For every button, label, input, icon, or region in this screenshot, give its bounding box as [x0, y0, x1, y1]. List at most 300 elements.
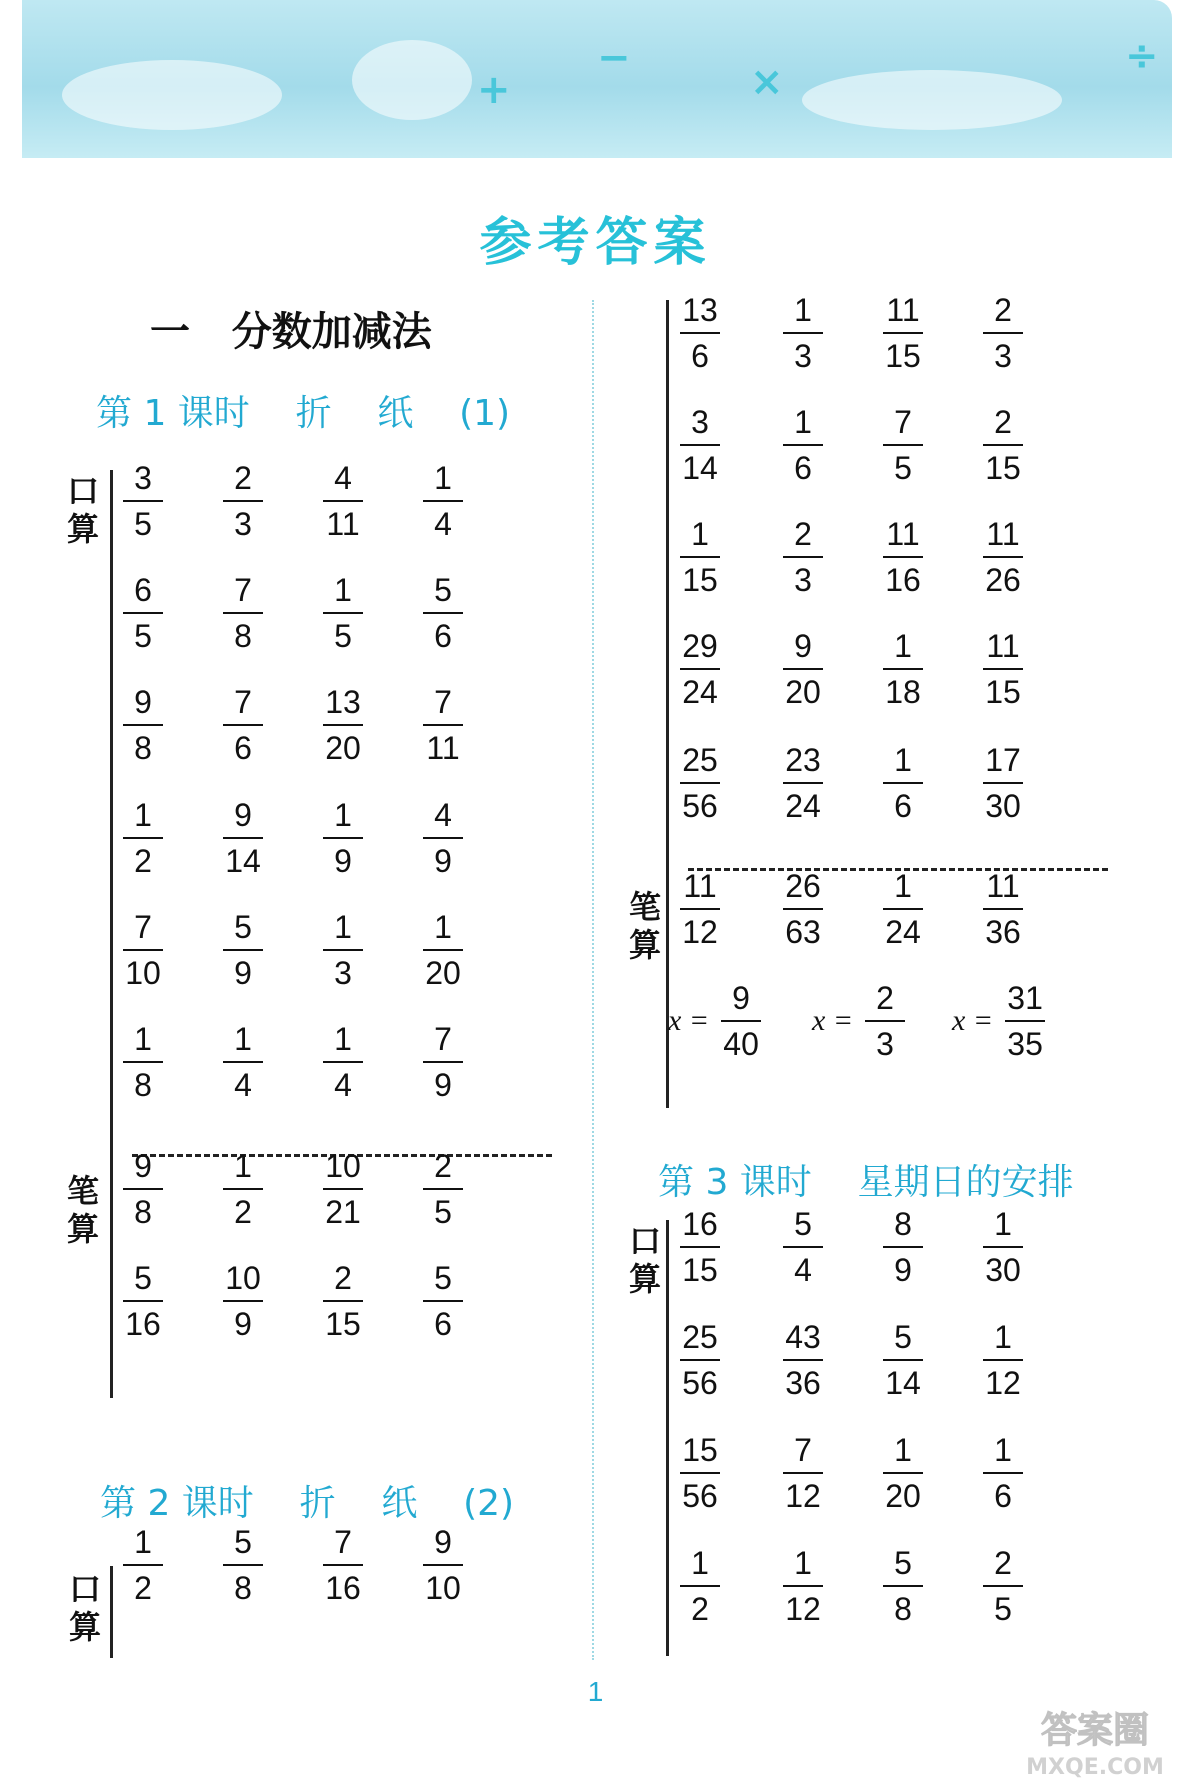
- fraction-answer: [975, 514, 1031, 600]
- denominator: 15: [325, 1306, 361, 1342]
- fraction-bar: [680, 1472, 720, 1474]
- numerator: 4: [334, 460, 352, 496]
- fraction-bar: [721, 1020, 761, 1022]
- oral-label: 口算: [628, 1222, 661, 1298]
- fraction-bar: [223, 612, 263, 614]
- denominator: 3: [334, 955, 352, 991]
- fraction-answer: [115, 570, 171, 656]
- fraction-bar: [783, 444, 823, 446]
- denominator: 16: [125, 1306, 161, 1342]
- fraction-bar: [883, 1246, 923, 1248]
- oral-label: 口算: [68, 1570, 101, 1646]
- fraction-answer: [997, 978, 1053, 1064]
- fraction-answer: [672, 866, 728, 952]
- numerator: 23: [785, 742, 821, 778]
- numerator: 7: [334, 1524, 352, 1560]
- fraction-answer: [875, 740, 931, 826]
- numerator: 1: [334, 909, 352, 945]
- numerator: 10: [325, 1148, 361, 1184]
- numerator: 1: [894, 868, 912, 904]
- numerator: 1: [994, 1432, 1012, 1468]
- fraction-bar: [323, 1188, 363, 1190]
- denominator: 11: [426, 730, 460, 766]
- fraction-bar: [883, 444, 923, 446]
- numerator: 11: [886, 292, 920, 328]
- fraction-answer: [775, 1543, 831, 1629]
- denominator: 3: [794, 562, 812, 598]
- fraction-answer: [775, 1430, 831, 1516]
- numerator: 3: [134, 460, 152, 496]
- fraction-bar: [680, 908, 720, 910]
- page-number: 1: [587, 1676, 604, 1707]
- denominator: 5: [994, 1591, 1012, 1627]
- denominator: 9: [434, 843, 452, 879]
- denominator: 14: [885, 1365, 921, 1401]
- denominator: 8: [894, 1591, 912, 1627]
- fraction-bar: [223, 837, 263, 839]
- denominator: 24: [785, 788, 821, 824]
- numerator: 1: [334, 797, 352, 833]
- fraction-answer: [315, 1522, 371, 1608]
- numerator: 2: [794, 516, 812, 552]
- denominator: 3: [234, 506, 252, 542]
- numerator: 1: [434, 909, 452, 945]
- numerator: 2: [994, 404, 1012, 440]
- fraction-answer: [975, 626, 1031, 712]
- fraction-bar: [783, 556, 823, 558]
- fraction-bar: [983, 1359, 1023, 1361]
- denominator: 10: [125, 955, 161, 991]
- denominator: 21: [325, 1194, 361, 1230]
- fraction-bar: [323, 500, 363, 502]
- numerator: 7: [794, 1432, 812, 1468]
- numerator: 7: [434, 1021, 452, 1057]
- fraction-answer: [875, 1543, 931, 1629]
- numerator: 7: [234, 572, 252, 608]
- fraction-answer: [415, 570, 471, 656]
- numerator: 11: [986, 516, 1020, 552]
- denominator: 8: [134, 1067, 152, 1103]
- fraction-bar: [680, 1246, 720, 1248]
- denominator: 8: [134, 1194, 152, 1230]
- fraction-bar: [983, 908, 1023, 910]
- denominator: 10: [425, 1570, 461, 1606]
- numerator: 11: [986, 868, 1020, 904]
- numerator: 9: [234, 797, 252, 833]
- watermark-logo-url: MXQE.COM: [1026, 1755, 1164, 1780]
- fraction-answer: [975, 1317, 1031, 1403]
- numerator: 1: [994, 1319, 1012, 1355]
- fraction-answer: [115, 795, 171, 881]
- fraction-bar: [983, 1246, 1023, 1248]
- fraction-answer: [415, 907, 471, 993]
- denominator: 9: [234, 1306, 252, 1342]
- lesson-3-title: 第 3 课时 星期日的安排: [658, 1162, 1074, 1203]
- fraction-bar: [123, 1188, 163, 1190]
- lesson-1-title: 第 1 课时 折 纸 (1): [96, 393, 511, 434]
- numerator: 1: [994, 1206, 1012, 1242]
- denominator: 6: [234, 730, 252, 766]
- equation-answer: [812, 978, 913, 1064]
- denominator: 24: [885, 914, 921, 950]
- fraction-bar: [223, 500, 263, 502]
- fraction-bar: [123, 949, 163, 951]
- fraction-answer: [975, 740, 1031, 826]
- fraction-bar: [423, 612, 463, 614]
- numerator: 2: [334, 1260, 352, 1296]
- numerator: 9: [794, 628, 812, 664]
- denominator: 4: [434, 506, 452, 542]
- fraction-bar: [423, 1061, 463, 1063]
- numerator: 11: [886, 516, 920, 552]
- fraction-bar: [783, 908, 823, 910]
- denominator: 8: [134, 730, 152, 766]
- denominator: 40: [723, 1026, 759, 1062]
- denominator: 56: [682, 1478, 718, 1514]
- numerator: 9: [134, 684, 152, 720]
- numerator: 16: [682, 1206, 718, 1242]
- numerator: 15: [682, 1432, 718, 1468]
- fraction-answer: [215, 682, 271, 768]
- numerator: 9: [732, 980, 750, 1016]
- denominator: 6: [994, 1478, 1012, 1514]
- fraction-bar: [323, 1300, 363, 1302]
- numerator: 8: [894, 1206, 912, 1242]
- fraction-answer: [975, 866, 1031, 952]
- fraction-bar: [323, 612, 363, 614]
- denominator: 2: [134, 1570, 152, 1606]
- fraction-bar: [783, 1359, 823, 1361]
- fraction-bar: [783, 332, 823, 334]
- denominator: 24: [682, 674, 718, 710]
- fraction-answer: [875, 402, 931, 488]
- fraction-answer: [775, 626, 831, 712]
- denominator: 56: [682, 788, 718, 824]
- oral-label: 口算: [66, 472, 99, 548]
- denominator: 6: [434, 618, 452, 654]
- fraction-answer: [672, 402, 728, 488]
- numerator: 13: [682, 292, 718, 328]
- numerator: 2: [994, 292, 1012, 328]
- numerator: 1: [134, 797, 152, 833]
- fraction-answer: [215, 458, 271, 544]
- fraction-answer: [713, 978, 769, 1064]
- lesson-3-bracket: [666, 1220, 669, 1656]
- denominator: 5: [134, 506, 152, 542]
- page-title: 参考答案: [479, 213, 712, 273]
- fraction-bar: [223, 1564, 263, 1566]
- numerator: 1: [894, 1432, 912, 1468]
- lesson-2-bracket-left: [110, 1566, 113, 1658]
- fraction-answer: [215, 1019, 271, 1105]
- numerator: 17: [985, 742, 1021, 778]
- fraction-bar: [883, 782, 923, 784]
- numerator: 1: [234, 1148, 252, 1184]
- lesson-2-title: 第 2 课时 折 纸 (2): [100, 1483, 515, 1524]
- denominator: 2: [234, 1194, 252, 1230]
- equation-answer: [952, 978, 1053, 1064]
- fraction-answer: [875, 866, 931, 952]
- denominator: 5: [334, 618, 352, 654]
- denominator: 18: [885, 674, 921, 710]
- numerator: 5: [794, 1206, 812, 1242]
- fraction-answer: [415, 795, 471, 881]
- denominator: 6: [894, 788, 912, 824]
- fraction-bar: [883, 332, 923, 334]
- written-label: 笔算: [66, 1172, 99, 1248]
- fraction-bar: [423, 724, 463, 726]
- numerator: 7: [234, 684, 252, 720]
- denominator: 63: [785, 914, 821, 950]
- fraction-bar: [223, 949, 263, 951]
- denominator: 8: [234, 618, 252, 654]
- fraction-answer: [315, 570, 371, 656]
- fraction-bar: [223, 1061, 263, 1063]
- fraction-answer: [215, 907, 271, 993]
- fraction-bar: [123, 1061, 163, 1063]
- fraction-answer: [215, 570, 271, 656]
- fraction-bar: [883, 908, 923, 910]
- denominator: 9: [894, 1252, 912, 1288]
- fraction-bar: [680, 556, 720, 558]
- fraction-bar: [680, 782, 720, 784]
- fraction-answer: [672, 1543, 728, 1629]
- fraction-bar: [123, 724, 163, 726]
- fraction-bar: [783, 782, 823, 784]
- denominator: 20: [425, 955, 461, 991]
- fraction-bar: [1005, 1020, 1045, 1022]
- numerator: 5: [894, 1319, 912, 1355]
- numerator: 7: [894, 404, 912, 440]
- fraction-bar: [123, 500, 163, 502]
- denominator: 56: [682, 1365, 718, 1401]
- fraction-answer: [215, 1522, 271, 1608]
- fraction-answer: [315, 1019, 371, 1105]
- numerator: 1: [894, 742, 912, 778]
- denominator: 16: [325, 1570, 361, 1606]
- numerator: 5: [434, 572, 452, 608]
- numerator: 6: [134, 572, 152, 608]
- fraction-bar: [883, 556, 923, 558]
- fraction-answer: [775, 402, 831, 488]
- fraction-answer: [875, 1204, 931, 1290]
- denominator: 14: [682, 450, 718, 486]
- numerator: 5: [894, 1545, 912, 1581]
- numerator: 26: [785, 868, 821, 904]
- fraction-answer: [115, 907, 171, 993]
- lesson-1-bracket: [110, 470, 113, 1398]
- numerator: 2: [234, 460, 252, 496]
- denominator: 14: [225, 843, 261, 879]
- fraction-answer: [857, 978, 913, 1064]
- numerator: 10: [225, 1260, 261, 1296]
- denominator: 12: [985, 1365, 1021, 1401]
- fraction-answer: [975, 402, 1031, 488]
- numerator: 1: [134, 1021, 152, 1057]
- denominator: 3: [994, 338, 1012, 374]
- fraction-bar: [123, 612, 163, 614]
- fraction-answer: [975, 290, 1031, 376]
- denominator: 15: [682, 1252, 718, 1288]
- chapter-title: 一 分数加减法: [150, 309, 432, 355]
- denominator: 20: [325, 730, 361, 766]
- fraction-bar: [423, 1300, 463, 1302]
- fraction-bar: [883, 1585, 923, 1587]
- numerator: 1: [794, 292, 812, 328]
- fraction-bar: [883, 668, 923, 670]
- numerator: 11: [683, 868, 717, 904]
- fraction-bar: [323, 1564, 363, 1566]
- fraction-bar: [680, 1585, 720, 1587]
- fraction-bar: [123, 837, 163, 839]
- denominator: 20: [785, 674, 821, 710]
- fraction-answer: [415, 1258, 471, 1344]
- numerator: 1: [134, 1524, 152, 1560]
- numerator: 5: [234, 1524, 252, 1560]
- fraction-bar: [680, 332, 720, 334]
- denominator: 6: [691, 338, 709, 374]
- numerator: 31: [1007, 980, 1043, 1016]
- denominator: 36: [985, 914, 1021, 950]
- fraction-answer: [115, 682, 171, 768]
- denominator: 35: [1007, 1026, 1043, 1062]
- fraction-answer: [672, 1430, 728, 1516]
- fraction-answer: [775, 740, 831, 826]
- fraction-bar: [883, 1359, 923, 1361]
- denominator: 12: [785, 1478, 821, 1514]
- denominator: 8: [234, 1570, 252, 1606]
- fraction-answer: [875, 626, 931, 712]
- fraction-answer: [672, 514, 728, 600]
- fraction-answer: [775, 290, 831, 376]
- denominator: 3: [794, 338, 812, 374]
- fraction-bar: [865, 1020, 905, 1022]
- fraction-bar: [680, 444, 720, 446]
- numerator: 1: [894, 628, 912, 664]
- numerator: 4: [434, 797, 452, 833]
- fraction-answer: [115, 1146, 171, 1232]
- denominator: 3: [876, 1026, 894, 1062]
- fraction-answer: [975, 1204, 1031, 1290]
- banner-cloud: [62, 60, 282, 130]
- equation-label: x =: [668, 1004, 710, 1037]
- fraction-answer: [315, 795, 371, 881]
- fraction-bar: [883, 1472, 923, 1474]
- denominator: 5: [434, 1194, 452, 1230]
- numerator: 2: [434, 1148, 452, 1184]
- numerator: 5: [134, 1260, 152, 1296]
- denominator: 30: [985, 788, 1021, 824]
- numerator: 25: [682, 742, 718, 778]
- fraction-answer: [672, 626, 728, 712]
- fraction-bar: [423, 500, 463, 502]
- numerator: 1: [691, 516, 709, 552]
- fraction-bar: [783, 1585, 823, 1587]
- numerator: 1: [334, 1021, 352, 1057]
- fraction-bar: [783, 1246, 823, 1248]
- fraction-answer: [775, 1317, 831, 1403]
- denominator: 20: [885, 1478, 921, 1514]
- numerator: 2: [876, 980, 894, 1016]
- fraction-answer: [315, 1146, 371, 1232]
- denominator: 16: [885, 562, 921, 598]
- banner-cloud: [802, 70, 1062, 130]
- numerator: 7: [434, 684, 452, 720]
- equation-label: x =: [952, 1004, 994, 1037]
- numerator: 1: [234, 1021, 252, 1057]
- fraction-answer: [415, 1019, 471, 1105]
- fraction-answer: [315, 907, 371, 993]
- fraction-bar: [323, 724, 363, 726]
- numerator: 7: [134, 909, 152, 945]
- fraction-answer: [315, 458, 371, 544]
- numerator: 25: [682, 1319, 718, 1355]
- fraction-answer: [215, 1146, 271, 1232]
- column-divider: [592, 300, 594, 1660]
- denominator: 15: [682, 562, 718, 598]
- denominator: 11: [326, 506, 360, 542]
- denominator: 5: [134, 618, 152, 654]
- fraction-answer: [415, 1522, 471, 1608]
- denominator: 12: [785, 1591, 821, 1627]
- numerator: 43: [785, 1319, 821, 1355]
- header-banner: [22, 0, 1172, 158]
- denominator: 4: [334, 1067, 352, 1103]
- fraction-answer: [415, 458, 471, 544]
- written-label: 笔算: [628, 888, 661, 964]
- denominator: 9: [234, 955, 252, 991]
- denominator: 4: [234, 1067, 252, 1103]
- equation-answer: [668, 978, 769, 1064]
- fraction-bar: [680, 668, 720, 670]
- numerator: 1: [794, 1545, 812, 1581]
- fraction-bar: [423, 837, 463, 839]
- fraction-bar: [423, 1188, 463, 1190]
- denominator: 15: [985, 450, 1021, 486]
- denominator: 5: [894, 450, 912, 486]
- fraction-bar: [983, 1472, 1023, 1474]
- denominator: 30: [985, 1252, 1021, 1288]
- fraction-bar: [983, 332, 1023, 334]
- fraction-answer: [875, 290, 931, 376]
- denominator: 15: [985, 674, 1021, 710]
- fraction-answer: [775, 866, 831, 952]
- watermark-logo: [1010, 1700, 1180, 1780]
- fraction-answer: [215, 795, 271, 881]
- fraction-answer: [315, 1258, 371, 1344]
- plus-icon: +: [477, 67, 511, 113]
- fraction-answer: [672, 740, 728, 826]
- fraction-bar: [680, 1359, 720, 1361]
- fraction-bar: [783, 668, 823, 670]
- fraction-bar: [983, 444, 1023, 446]
- fraction-bar: [983, 556, 1023, 558]
- denominator: 26: [985, 562, 1021, 598]
- denominator: 4: [794, 1252, 812, 1288]
- fraction-bar: [983, 782, 1023, 784]
- numerator: 3: [691, 404, 709, 440]
- numerator: 2: [994, 1545, 1012, 1581]
- fraction-bar: [983, 1585, 1023, 1587]
- numerator: 5: [434, 1260, 452, 1296]
- fraction-answer: [875, 1317, 931, 1403]
- numerator: 1: [434, 460, 452, 496]
- numerator: 9: [134, 1148, 152, 1184]
- fraction-bar: [123, 1300, 163, 1302]
- fraction-answer: [315, 682, 371, 768]
- fraction-answer: [875, 514, 931, 600]
- numerator: 5: [234, 909, 252, 945]
